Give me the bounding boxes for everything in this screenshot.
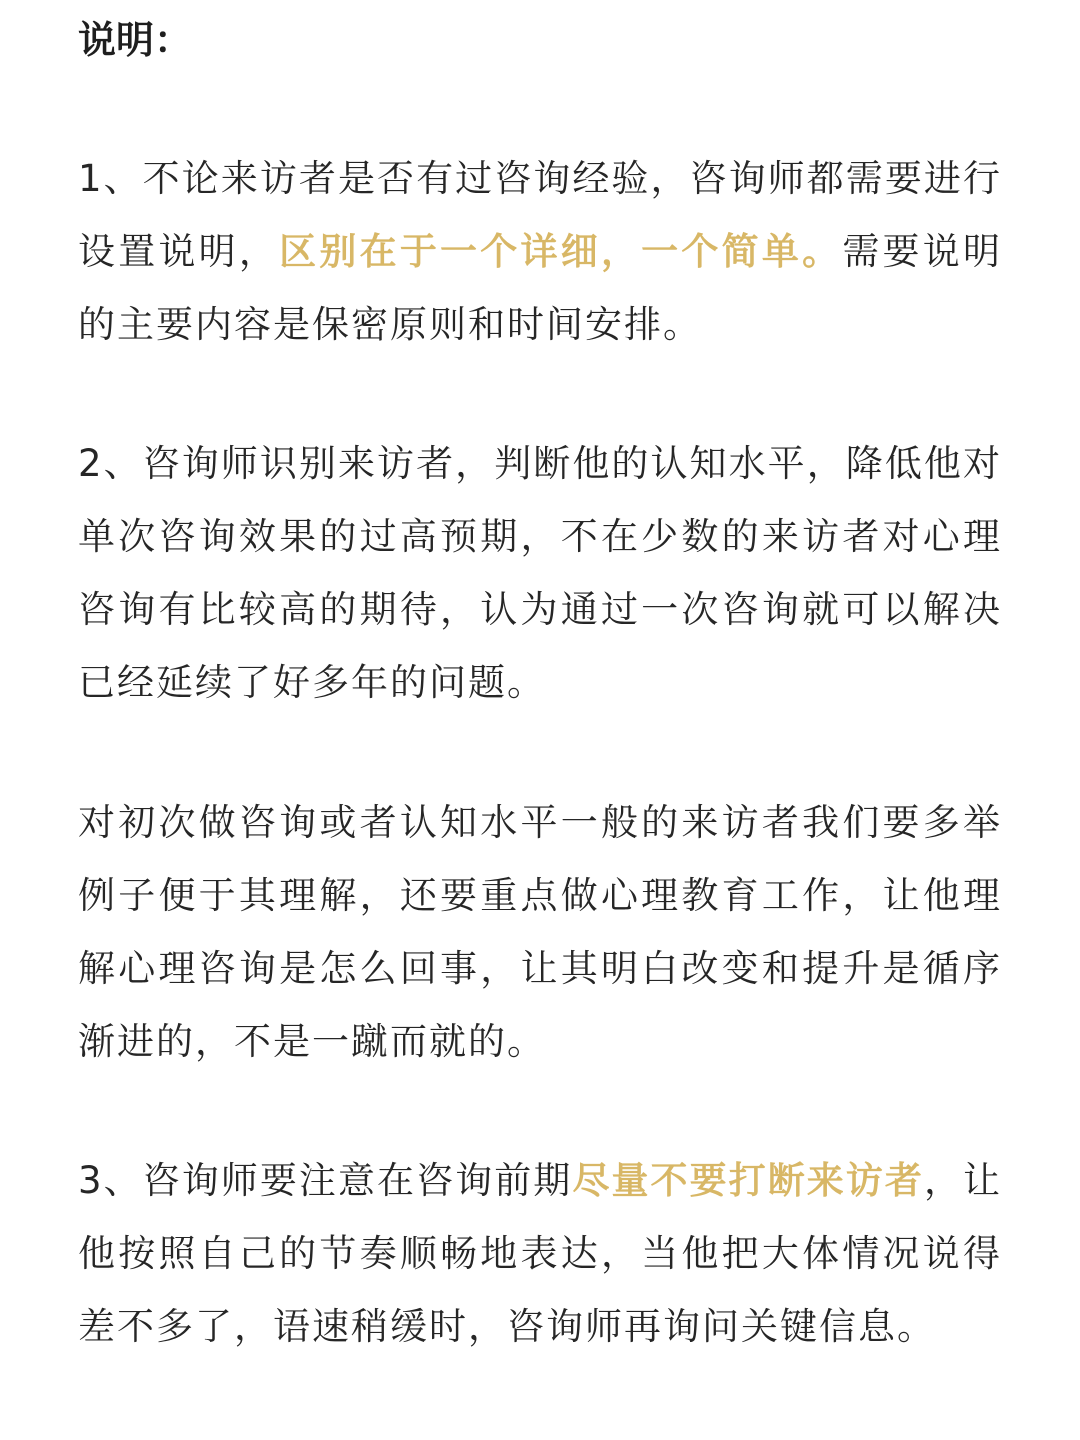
paragraph-4-text-b: ，让他按照自己的节奏顺畅地表达，当他把大体情况说得差不多了，语速稍缓时，咨询师再询问关键信息。 <box>78 1159 1003 1348</box>
paragraph-2-text: 2、咨询师识别来访者，判断他的认知水平，降低他对单次咨询效果的过高预期，不在少数的来访者对心理咨询有比较高的期待，认为通过一次咨询就可以解决已经延续了好多年的问题。 <box>78 442 1002 704</box>
heading-title: 说明： <box>78 18 193 62</box>
paragraph-3 <box>78 786 1002 1078</box>
paragraph-4-text-a: 3、咨询师要注意在咨询前期 <box>78 1159 573 1202</box>
paragraph-1-text-b: 需要说明的主要内容是保密原则和时间安排。 <box>78 230 1003 346</box>
paragraph-1-highlight: 区别在于一个详细，一个简单。 <box>279 230 843 273</box>
paragraph-4-highlight: 尽量不要打断来访者 <box>572 1159 924 1202</box>
paragraph-1 <box>78 142 1002 361</box>
paragraph-2 <box>78 427 1002 719</box>
paragraph-3-text: 对初次做咨询或者认知水平一般的来访者我们要多举例子便于其理解，还要重点做心理教育工作，让他理解心理咨询是怎么回事，让其明白改变和提升是循序渐进的，不是一蹴而就的。 <box>78 801 1002 1063</box>
paragraph-1-text-a: 1、不论来访者是否有过咨询经验，咨询师都需要进行设置说明， <box>78 157 1002 273</box>
paragraph-4 <box>78 1144 1002 1363</box>
